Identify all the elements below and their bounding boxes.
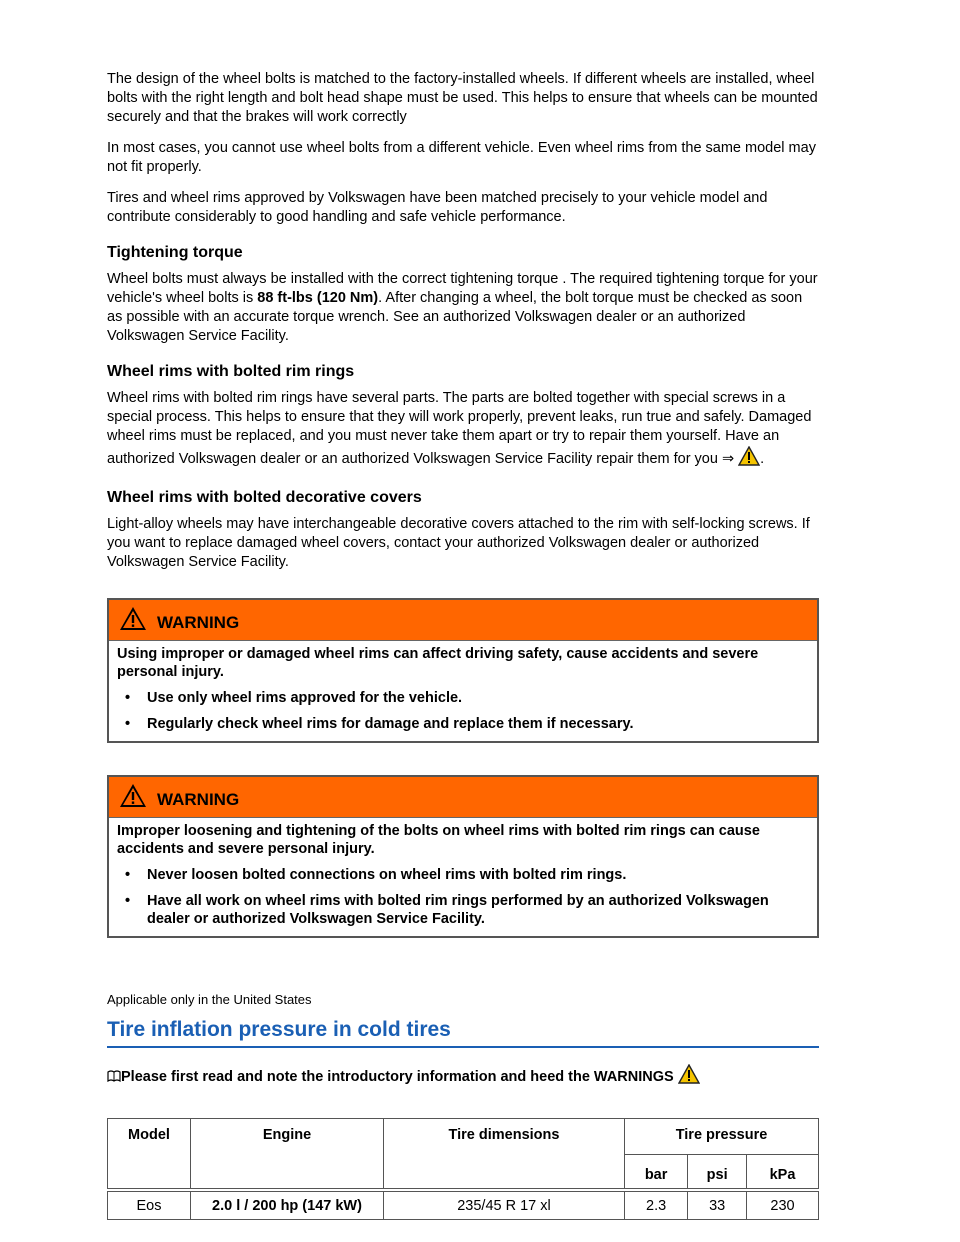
warning-bullet: • Regularly check wheel rims for damage and replace them if necessary.: [117, 715, 809, 733]
warning-header: [109, 777, 817, 818]
warning-triangle-icon: [119, 606, 147, 637]
table-header-row: [108, 1119, 819, 1155]
tire-pressure-table: [107, 1118, 819, 1220]
cell-engine: 2.0 l / 200 hp (147 kW): [191, 1190, 384, 1220]
header-dimensions: Tire dimensions: [384, 1119, 625, 1191]
warning-triangle-icon[interactable]: [678, 1064, 700, 1090]
warning-body: [109, 641, 817, 741]
intro-paragraph-3: Tires and wheel rims approved by Volkswagen have been matched precisely to your vehicle model and contribute considerably to good handling and safe vehicle performance.: [107, 190, 768, 225]
warning-triangle-icon[interactable]: [738, 446, 760, 472]
rim-rings-heading: Wheel rims with bolted rim rings: [107, 363, 355, 380]
header-model: Model: [108, 1119, 191, 1191]
warning-bullet: • Never loosen bolted connections on wheel rims with bolted rim rings.: [117, 866, 809, 884]
cell-bar: 2.3: [625, 1190, 688, 1220]
warning-body: [109, 818, 817, 936]
header-engine: Engine: [191, 1119, 384, 1191]
header-bar: bar: [625, 1155, 688, 1191]
covers-heading: Wheel rims with bolted decorative covers: [107, 489, 422, 506]
intro-paragraph-2: In most cases, you cannot use wheel bolts from a different vehicle. Even wheel rims from the same model may not fit properly.: [107, 140, 816, 175]
cell-psi: 33: [688, 1190, 747, 1220]
warning-header: [109, 600, 817, 641]
page-content: [107, 70, 819, 1220]
torque-text-before: Wheel bolts must always be installed with the correct tightening torque . The required tightening torque for your vehicle's wheel bolts is: [107, 271, 818, 306]
rim-rings-text: Wheel rims with bolted rim rings have several parts. The parts are bolted together with special screws in a special process. This helps to ensure that they will work properly, prevent leaks, run true and safely. Damaged wheel rims must be replaced, and you must never take them apart or try to repair them yourself. Have an authorized Volkswagen dealer or an authorized Volkswagen Service Facility repair them for you ⇒: [107, 390, 812, 467]
read-first-text: Please first read and note the introductory information and heed the WARNINGS: [121, 1069, 674, 1085]
cell-dimensions: 235/45 R 17 xl: [384, 1190, 625, 1220]
applicability-note: Applicable only in the United States: [107, 992, 312, 1007]
rim-rings-end: .: [760, 451, 765, 467]
warning-lead: Using improper or damaged wheel rims can affect driving safety, cause accidents and severe personal injury.: [117, 646, 759, 680]
rim-rings-paragraph: [107, 389, 819, 472]
table-row: [108, 1190, 819, 1220]
torque-paragraph: [107, 270, 819, 346]
warning-box-2: [107, 775, 819, 938]
torque-value: 88 ft-lbs (120 Nm): [257, 290, 379, 306]
book-icon: [107, 1069, 121, 1081]
header-psi: psi: [688, 1155, 747, 1191]
header-kpa: kPa: [747, 1155, 819, 1191]
warning-bullet: • Have all work on wheel rims with bolted rim rings performed by an authorized Volkswagen dealer or authorized Volkswagen Service Facility.: [117, 892, 809, 928]
warning-triangle-icon: [119, 783, 147, 814]
covers-paragraph: Light-alloy wheels may have interchangeable decorative covers attached to the rim with self-locking screws. If you want to replace damaged wheel covers, contact your authorized Volkswagen dealer or authorized Volkswagen Service Facility.: [107, 516, 810, 570]
read-first-note: [107, 1064, 819, 1090]
warning-title: WARNING: [157, 613, 240, 632]
cell-model: Eos: [108, 1190, 191, 1220]
torque-text-after: . After changing a wheel, the bolt torque must be checked as soon as possible with an accurate torque wrench. See an authorized Volkswagen dealer or an authorized Volkswagen Service Facility.: [107, 290, 803, 344]
intro-paragraph-1: The design of the wheel bolts is matched to the factory-installed wheels. If different wheels are installed, wheel bolts with the right length and bolt head shape must be used. This helps to ensure that wheels can be mounted securely and that the brakes will work correctly: [107, 71, 818, 125]
section-title: Tire inflation pressure in cold tires: [107, 1017, 819, 1048]
header-pressure: Tire pressure: [625, 1119, 819, 1155]
warning-box-1: [107, 598, 819, 743]
warning-lead: Improper loosening and tightening of the bolts on wheel rims with bolted rim rings can cause accidents and severe personal injury.: [117, 823, 760, 857]
torque-heading: Tightening torque: [107, 244, 243, 261]
cell-kpa: 230: [747, 1190, 819, 1220]
warning-bullet: • Use only wheel rims approved for the vehicle.: [117, 689, 809, 707]
warning-title: WARNING: [157, 790, 240, 809]
